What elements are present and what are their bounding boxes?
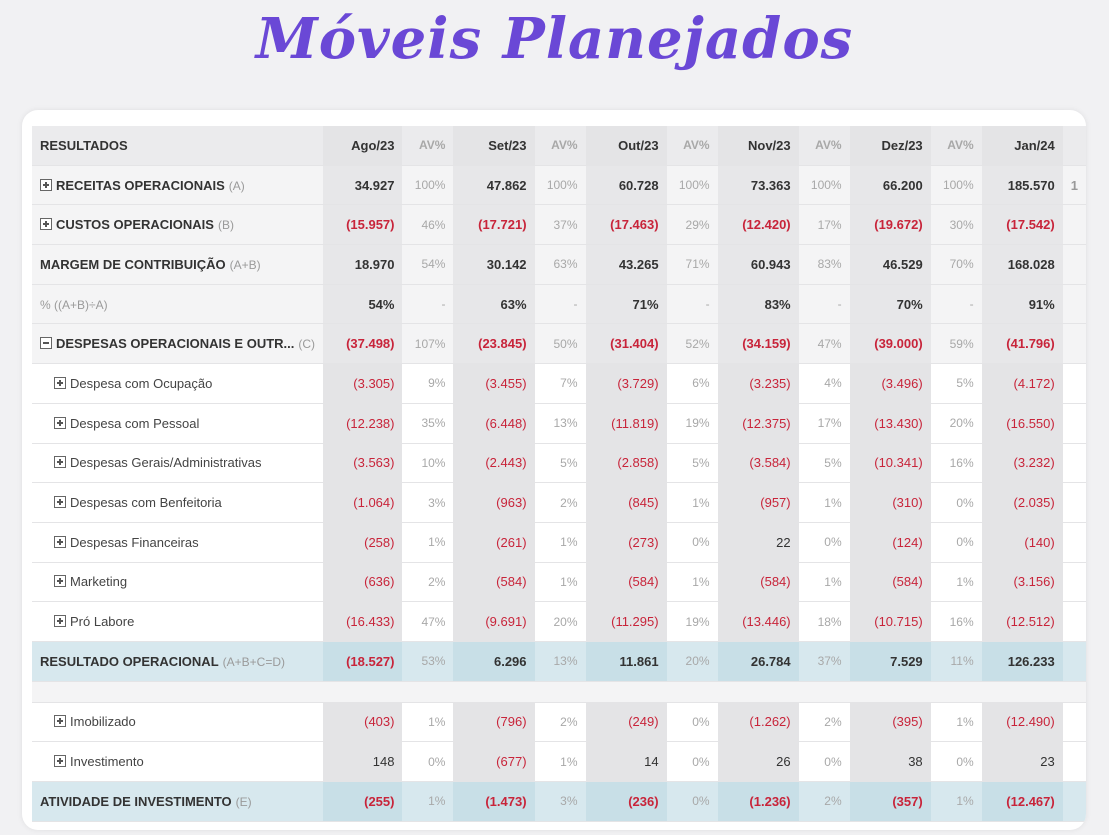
av-cell: 0% (931, 483, 982, 523)
row-label (32, 483, 323, 523)
value-cell: (140) (982, 522, 1063, 562)
value-cell: (12.238) (323, 403, 402, 443)
av-cell: 54% (402, 245, 453, 285)
av-cell: 1% (402, 702, 453, 742)
av-cell: 35% (402, 403, 453, 443)
av-cell: 52% (667, 324, 718, 364)
value-cell: (6.448) (453, 403, 534, 443)
column-header-av: AV% (931, 126, 982, 165)
row-label (32, 702, 323, 742)
cutoff-cell (1063, 562, 1086, 602)
table-row (32, 364, 1086, 404)
value-cell: (403) (323, 702, 402, 742)
value-cell: 60.943 (718, 245, 799, 285)
expand-icon[interactable] (40, 179, 52, 191)
av-cell: 100% (931, 165, 982, 205)
av-cell: 7% (535, 364, 586, 404)
value-cell: 38 (850, 742, 931, 782)
value-cell: (3.232) (982, 443, 1063, 483)
value-cell: (9.691) (453, 602, 534, 642)
row-label (32, 602, 323, 642)
av-cell: 0% (931, 522, 982, 562)
value-cell: (1.236) (718, 782, 799, 822)
value-cell: (4.172) (982, 364, 1063, 404)
value-cell: 46.529 (850, 245, 931, 285)
table-row (32, 641, 1086, 681)
cutoff-cell (1063, 324, 1086, 364)
results-table (32, 126, 1086, 822)
expand-icon[interactable] (54, 456, 66, 468)
value-cell: (18.527) (323, 641, 402, 681)
av-cell: 0% (402, 742, 453, 782)
row-label-text: Investimento (70, 754, 144, 770)
value-cell: (3.563) (323, 443, 402, 483)
value-cell: (13.430) (850, 403, 931, 443)
value-cell: (12.512) (982, 602, 1063, 642)
expand-icon[interactable] (54, 575, 66, 587)
cutoff-cell (1063, 782, 1086, 822)
av-cell: 0% (667, 702, 718, 742)
value-cell: (584) (718, 562, 799, 602)
value-cell: (255) (323, 782, 402, 822)
column-header-month[interactable]: Nov/23 (718, 126, 799, 165)
expand-icon[interactable] (54, 417, 66, 429)
expand-icon[interactable] (40, 218, 52, 230)
value-cell: (584) (586, 562, 667, 602)
value-cell: (12.467) (982, 782, 1063, 822)
row-formula: (B) (217, 218, 234, 233)
value-cell: (357) (850, 782, 931, 822)
column-header-av: AV% (402, 126, 453, 165)
av-cell: - (535, 284, 586, 324)
value-cell: (16.550) (982, 403, 1063, 443)
av-cell: 0% (667, 742, 718, 782)
table-row (32, 403, 1086, 443)
value-cell: (957) (718, 483, 799, 523)
row-formula: % ((A+B)÷A) (40, 297, 108, 312)
expand-icon[interactable] (54, 615, 66, 627)
page-title: Móveis Planejados (255, 6, 854, 72)
row-label (32, 782, 323, 822)
row-formula: (E) (235, 794, 252, 809)
av-cell: 5% (931, 364, 982, 404)
row-label (32, 245, 323, 285)
cutoff-cell (1063, 245, 1086, 285)
av-cell: - (931, 284, 982, 324)
av-cell: 0% (667, 522, 718, 562)
row-label (32, 364, 323, 404)
expand-icon[interactable] (54, 536, 66, 548)
value-cell: (261) (453, 522, 534, 562)
value-cell: (584) (850, 562, 931, 602)
av-cell: 16% (931, 602, 982, 642)
table-row (32, 205, 1086, 245)
expand-icon[interactable] (54, 755, 66, 767)
value-cell: (17.721) (453, 205, 534, 245)
value-cell: (3.496) (850, 364, 931, 404)
av-cell: 2% (535, 702, 586, 742)
av-cell: 11% (931, 641, 982, 681)
value-cell: 71% (586, 284, 667, 324)
av-cell: 47% (799, 324, 850, 364)
value-cell: (3.235) (718, 364, 799, 404)
av-cell: - (402, 284, 453, 324)
value-cell: 91% (982, 284, 1063, 324)
table-row (32, 324, 1086, 364)
value-cell: 26.784 (718, 641, 799, 681)
column-header-av: AV% (535, 126, 586, 165)
cutoff-cell (1063, 364, 1086, 404)
row-label-text: CUSTOS OPERACIONAIS (56, 217, 214, 233)
value-cell: (1.473) (453, 782, 534, 822)
av-cell: 53% (402, 641, 453, 681)
table-header (32, 126, 1086, 165)
av-cell: - (799, 284, 850, 324)
value-cell: (3.156) (982, 562, 1063, 602)
table-row (32, 742, 1086, 782)
row-label-text: Pró Labore (70, 614, 135, 630)
value-cell: (11.819) (586, 403, 667, 443)
row-label (32, 284, 323, 324)
value-cell: (13.446) (718, 602, 799, 642)
value-cell: (10.341) (850, 443, 931, 483)
value-cell: 11.861 (586, 641, 667, 681)
value-cell: 43.265 (586, 245, 667, 285)
value-cell: (39.000) (850, 324, 931, 364)
av-cell: 20% (667, 641, 718, 681)
value-cell: (34.159) (718, 324, 799, 364)
expand-icon[interactable] (54, 715, 66, 727)
value-cell: (3.584) (718, 443, 799, 483)
column-header-av: AV% (799, 126, 850, 165)
table-row (32, 284, 1086, 324)
value-cell: 83% (718, 284, 799, 324)
row-formula: (A+B) (229, 257, 261, 272)
av-cell: 1% (799, 562, 850, 602)
av-cell: 1% (799, 483, 850, 523)
table-row (32, 782, 1086, 822)
value-cell: 148 (323, 742, 402, 782)
av-cell: 1% (535, 522, 586, 562)
table-row (32, 702, 1086, 742)
av-cell: 71% (667, 245, 718, 285)
av-cell: 29% (667, 205, 718, 245)
results-card (22, 110, 1086, 830)
value-cell: 126.233 (982, 641, 1063, 681)
av-cell: 2% (535, 483, 586, 523)
av-cell: 9% (402, 364, 453, 404)
cutoff-cell (1063, 641, 1086, 681)
av-cell: 3% (402, 483, 453, 523)
av-cell: 47% (402, 602, 453, 642)
value-cell: (677) (453, 742, 534, 782)
value-cell: (963) (453, 483, 534, 523)
column-header-month[interactable]: Dez/23 (850, 126, 931, 165)
table-row (32, 165, 1086, 205)
row-label-text: Despesas com Benfeitoria (70, 495, 222, 511)
av-cell: 1% (402, 522, 453, 562)
av-cell: 13% (535, 403, 586, 443)
expand-icon[interactable] (54, 377, 66, 389)
header-label: RESULTADOS (32, 126, 323, 165)
av-cell: 70% (931, 245, 982, 285)
table-row (32, 562, 1086, 602)
value-cell: 63% (453, 284, 534, 324)
value-cell: (3.455) (453, 364, 534, 404)
cutoff-cell: 1 (1063, 165, 1086, 205)
av-cell: 4% (799, 364, 850, 404)
av-cell: 19% (667, 403, 718, 443)
column-header-month[interactable]: Set/23 (453, 126, 534, 165)
row-label-text: Despesa com Ocupação (70, 375, 213, 391)
value-cell: (41.796) (982, 324, 1063, 364)
value-cell: (124) (850, 522, 931, 562)
row-label-text: ATIVIDADE DE INVESTIMENTO (40, 793, 232, 809)
cutoff-cell (1063, 443, 1086, 483)
value-cell: (2.858) (586, 443, 667, 483)
av-cell: 1% (931, 702, 982, 742)
value-cell: (3.729) (586, 364, 667, 404)
value-cell: (17.542) (982, 205, 1063, 245)
av-cell: 20% (931, 403, 982, 443)
av-cell: 5% (799, 443, 850, 483)
av-cell: 50% (535, 324, 586, 364)
value-cell: 70% (850, 284, 931, 324)
value-cell: (258) (323, 522, 402, 562)
value-cell: (1.064) (323, 483, 402, 523)
av-cell: 0% (799, 522, 850, 562)
av-cell: 1% (667, 562, 718, 602)
column-header-month[interactable]: Out/23 (586, 126, 667, 165)
value-cell: (845) (586, 483, 667, 523)
row-label (32, 165, 323, 205)
av-cell: 16% (931, 443, 982, 483)
value-cell: (236) (586, 782, 667, 822)
av-cell: 1% (931, 562, 982, 602)
value-cell: (15.957) (323, 205, 402, 245)
row-label-text: DESPESAS OPERACIONAIS E OUTR... (56, 336, 295, 352)
av-cell: 37% (535, 205, 586, 245)
table-body (32, 165, 1086, 821)
table-row (32, 522, 1086, 562)
row-label (32, 522, 323, 562)
cutoff-cell (1063, 483, 1086, 523)
value-cell: 60.728 (586, 165, 667, 205)
row-label-text: Marketing (70, 574, 128, 590)
value-cell: (2.035) (982, 483, 1063, 523)
av-cell: 5% (667, 443, 718, 483)
value-cell: 34.927 (323, 165, 402, 205)
av-cell: 2% (799, 782, 850, 822)
value-cell: 47.862 (453, 165, 534, 205)
value-cell: (3.305) (323, 364, 402, 404)
column-header-month[interactable]: Jan/24 (982, 126, 1063, 165)
av-cell: 1% (535, 742, 586, 782)
av-cell: 83% (799, 245, 850, 285)
row-label (32, 324, 323, 364)
av-cell: 10% (402, 443, 453, 483)
row-label (32, 205, 323, 245)
table-row (32, 443, 1086, 483)
av-cell: 63% (535, 245, 586, 285)
cutoff-cell (1063, 522, 1086, 562)
value-cell: (395) (850, 702, 931, 742)
value-cell: 185.570 (982, 165, 1063, 205)
row-label-text: Despesas Financeiras (70, 534, 199, 550)
cutoff-cell (1063, 602, 1086, 642)
av-cell: 6% (667, 364, 718, 404)
value-cell: (10.715) (850, 602, 931, 642)
cutoff-cell (1063, 284, 1086, 324)
value-cell: (23.845) (453, 324, 534, 364)
value-cell: 18.970 (323, 245, 402, 285)
row-formula: (A+B+C=D) (222, 654, 285, 669)
value-cell: 6.296 (453, 641, 534, 681)
row-label (32, 443, 323, 483)
table-row (32, 483, 1086, 523)
row-formula: (A) (228, 178, 245, 193)
av-cell: 2% (402, 562, 453, 602)
cutoff-cell (1063, 205, 1086, 245)
av-cell: 18% (799, 602, 850, 642)
cutoff-cell (1063, 403, 1086, 443)
av-cell: 46% (402, 205, 453, 245)
value-cell: (249) (586, 702, 667, 742)
value-cell: 22 (718, 522, 799, 562)
av-cell: 100% (535, 165, 586, 205)
column-header-cutoff (1063, 126, 1086, 165)
value-cell: 168.028 (982, 245, 1063, 285)
value-cell: (19.672) (850, 205, 931, 245)
value-cell: 23 (982, 742, 1063, 782)
table-spacer-row (32, 681, 1086, 702)
row-label (32, 641, 323, 681)
row-label (32, 403, 323, 443)
collapse-icon[interactable] (40, 337, 52, 349)
value-cell: (16.433) (323, 602, 402, 642)
av-cell: 0% (667, 782, 718, 822)
row-label-text: Despesas Gerais/Administrativas (70, 455, 262, 471)
value-cell: (12.490) (982, 702, 1063, 742)
av-cell: 1% (667, 483, 718, 523)
value-cell: (12.420) (718, 205, 799, 245)
value-cell: (1.262) (718, 702, 799, 742)
value-cell: (310) (850, 483, 931, 523)
av-cell: 1% (931, 782, 982, 822)
av-cell: 3% (535, 782, 586, 822)
column-header-month[interactable]: Ago/23 (323, 126, 402, 165)
value-cell: (273) (586, 522, 667, 562)
av-cell: 100% (402, 165, 453, 205)
row-label (32, 562, 323, 602)
av-cell: 1% (402, 782, 453, 822)
av-cell: 20% (535, 602, 586, 642)
av-cell: 1% (535, 562, 586, 602)
cutoff-cell (1063, 702, 1086, 742)
av-cell: - (667, 284, 718, 324)
av-cell: 59% (931, 324, 982, 364)
av-cell: 13% (535, 641, 586, 681)
value-cell: 26 (718, 742, 799, 782)
av-cell: 100% (667, 165, 718, 205)
value-cell: 30.142 (453, 245, 534, 285)
value-cell: (17.463) (586, 205, 667, 245)
value-cell: (12.375) (718, 403, 799, 443)
column-header-av: AV% (667, 126, 718, 165)
row-formula: (C) (298, 337, 316, 352)
value-cell: (584) (453, 562, 534, 602)
value-cell: 73.363 (718, 165, 799, 205)
row-label-text: Imobilizado (70, 714, 136, 730)
value-cell: (796) (453, 702, 534, 742)
value-cell: 14 (586, 742, 667, 782)
av-cell: 37% (799, 641, 850, 681)
av-cell: 30% (931, 205, 982, 245)
av-cell: 19% (667, 602, 718, 642)
row-label-text: RESULTADO OPERACIONAL (40, 653, 219, 669)
table-row (32, 245, 1086, 285)
value-cell: (11.295) (586, 602, 667, 642)
av-cell: 17% (799, 205, 850, 245)
value-cell: 7.529 (850, 641, 931, 681)
row-label-text: RECEITAS OPERACIONAIS (56, 177, 225, 193)
value-cell: (636) (323, 562, 402, 602)
row-label (32, 742, 323, 782)
av-cell: 0% (799, 742, 850, 782)
value-cell: 54% (323, 284, 402, 324)
spacer-cell (32, 681, 1086, 702)
expand-icon[interactable] (54, 496, 66, 508)
value-cell: 66.200 (850, 165, 931, 205)
value-cell: (37.498) (323, 324, 402, 364)
row-label-text: Despesa com Pessoal (70, 415, 200, 431)
av-cell: 100% (799, 165, 850, 205)
av-cell: 17% (799, 403, 850, 443)
row-label-text: MARGEM DE CONTRIBUIÇÃO (40, 256, 226, 272)
table-row (32, 602, 1086, 642)
value-cell: (31.404) (586, 324, 667, 364)
av-cell: 0% (931, 742, 982, 782)
av-cell: 2% (799, 702, 850, 742)
value-cell: (2.443) (453, 443, 534, 483)
av-cell: 107% (402, 324, 453, 364)
cutoff-cell (1063, 742, 1086, 782)
av-cell: 5% (535, 443, 586, 483)
